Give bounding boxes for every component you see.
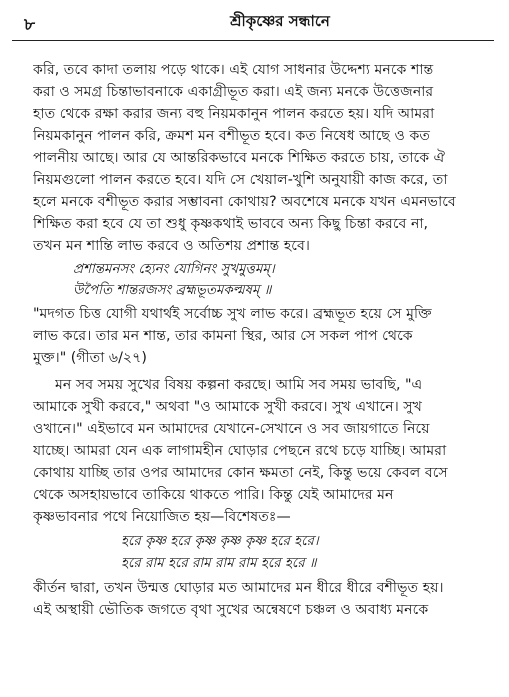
text-line: আমাকে সুখী করবে," অথবা "ও আমাকে সুখী করবে। সুখ এখানে। সুখ: [33, 399, 422, 415]
text-line: কীর্তন দ্বারা, তখন উন্মত্ত ঘোড়ার মত আমাদের মন ধীরে ধীরে বশীভূত হয়।: [33, 580, 444, 596]
text-line: পালনীয় আছে। আর যে আন্তরিকভাবে মনকে শিক্ষিত করতে চায়, তাকে ঐ: [33, 150, 446, 166]
text-line: নিয়মগুলো পালন করতে হবে। যদি সে খেয়াল-খুশি অনুযায়ী কাজ করে, তা: [33, 172, 448, 188]
text-line: হাত থেকে রক্ষা করার জন্য বহু নিয়মকানুন পালন করতে হয়। যদি আমরা: [33, 106, 435, 122]
running-title: শ্রীকৃষ্ণের সন্ধানে: [230, 12, 330, 30]
verse-line: উপৈতি শান্তরজসং ব্রহ্মভূতমকল্মষম্ ॥: [73, 283, 272, 298]
mantra-line: হরে কৃষ্ণ হরে কৃষ্ণ কৃষ্ণ কৃষ্ণ হরে হরে।: [121, 534, 319, 549]
translation-line: মুক্ত।" (গীতা ৬/২৭): [33, 350, 147, 366]
header-rule: [12, 40, 494, 41]
verse-line: প্রশান্তমনসং হ্যেনং যোগিনং সুখমুত্তমম্।: [73, 262, 275, 277]
text-line: কোথায় যাচ্ছি তার ওপর আমাদের কোন ক্ষমতা নেই, কিন্তু ভয়ে কেবল বসে: [33, 465, 448, 481]
translation-line: "মদগত চিত্ত যোগী যথার্থই সর্বোচ্চ সুখ লাভ করে। ব্রহ্মভূত হয়ে সে মুক্তি: [33, 306, 432, 322]
mantra-line: হরে রাম হরে রাম রাম রাম হরে হরে ॥: [121, 556, 317, 571]
page-header: [0, 0, 509, 48]
text-line: কৃষ্ণভাবনার পথে নিয়োজিত হয়—বিশেষতঃ—: [33, 509, 291, 525]
text-line: মন সব সময় সুখের বিষয় কল্পনা করছে। আমি সব সময় ভাবছি, "এ: [55, 377, 423, 393]
text-line: থেকে অসহায়ভাবে তাকিয়ে থাকতে পারি। কিন্তু যেই আমাদের মন: [33, 487, 394, 503]
text-line: করি, তবে কাদা তলায় পড়ে থাকে। এই যোগ সাধনার উদ্দেশ্য মনকে শান্ত: [33, 62, 434, 78]
text-line: ওখানে।" এইভাবে মন আমাদের যেখানে-সেখানে ও সব জায়গাতে নিয়ে: [33, 421, 430, 437]
text-line: এই অস্থায়ী ভৌতিক জগতে বৃথা সুখের অন্বেষণে চঞ্চল ও অবাধ্য মনকে: [33, 602, 429, 618]
text-line: তখন মন শান্তি লাভ করবে ও অতিশয় প্রশান্ত হবে।: [33, 238, 310, 254]
text-line: যাচ্ছে। আমরা যেন এক লাগামহীন ঘোড়ার পেছনে রথে চড়ে যাচ্ছি। আমরা: [33, 443, 447, 459]
text-line: নিয়মকানুন পালন করি, ক্রমশ মন বশীভূত হবে। কত নিষেধ আছে ও কত: [33, 128, 431, 144]
translation-line: লাভ করে। তার মন শান্ত, তার কামনা স্থির, আর সে সকল পাপ থেকে: [33, 328, 413, 344]
text-line: শিক্ষিত করা হবে যে তা শুধু কৃষ্ণকথাই ভাববে অন্য কিছু চিন্তা করবে না,: [33, 216, 429, 232]
text-line: হলে মনকে বশীভূত করার সম্ভাবনা কোথায়? অবশেষে মনকে যখন এমনভাবে: [33, 194, 456, 210]
page-number: ৮: [24, 15, 36, 35]
text-line: করা ও সমগ্র চিন্তাভাবনাকে একাগ্রীভূত করা। এই জন্য মনকে উত্তেজনার: [33, 84, 434, 100]
